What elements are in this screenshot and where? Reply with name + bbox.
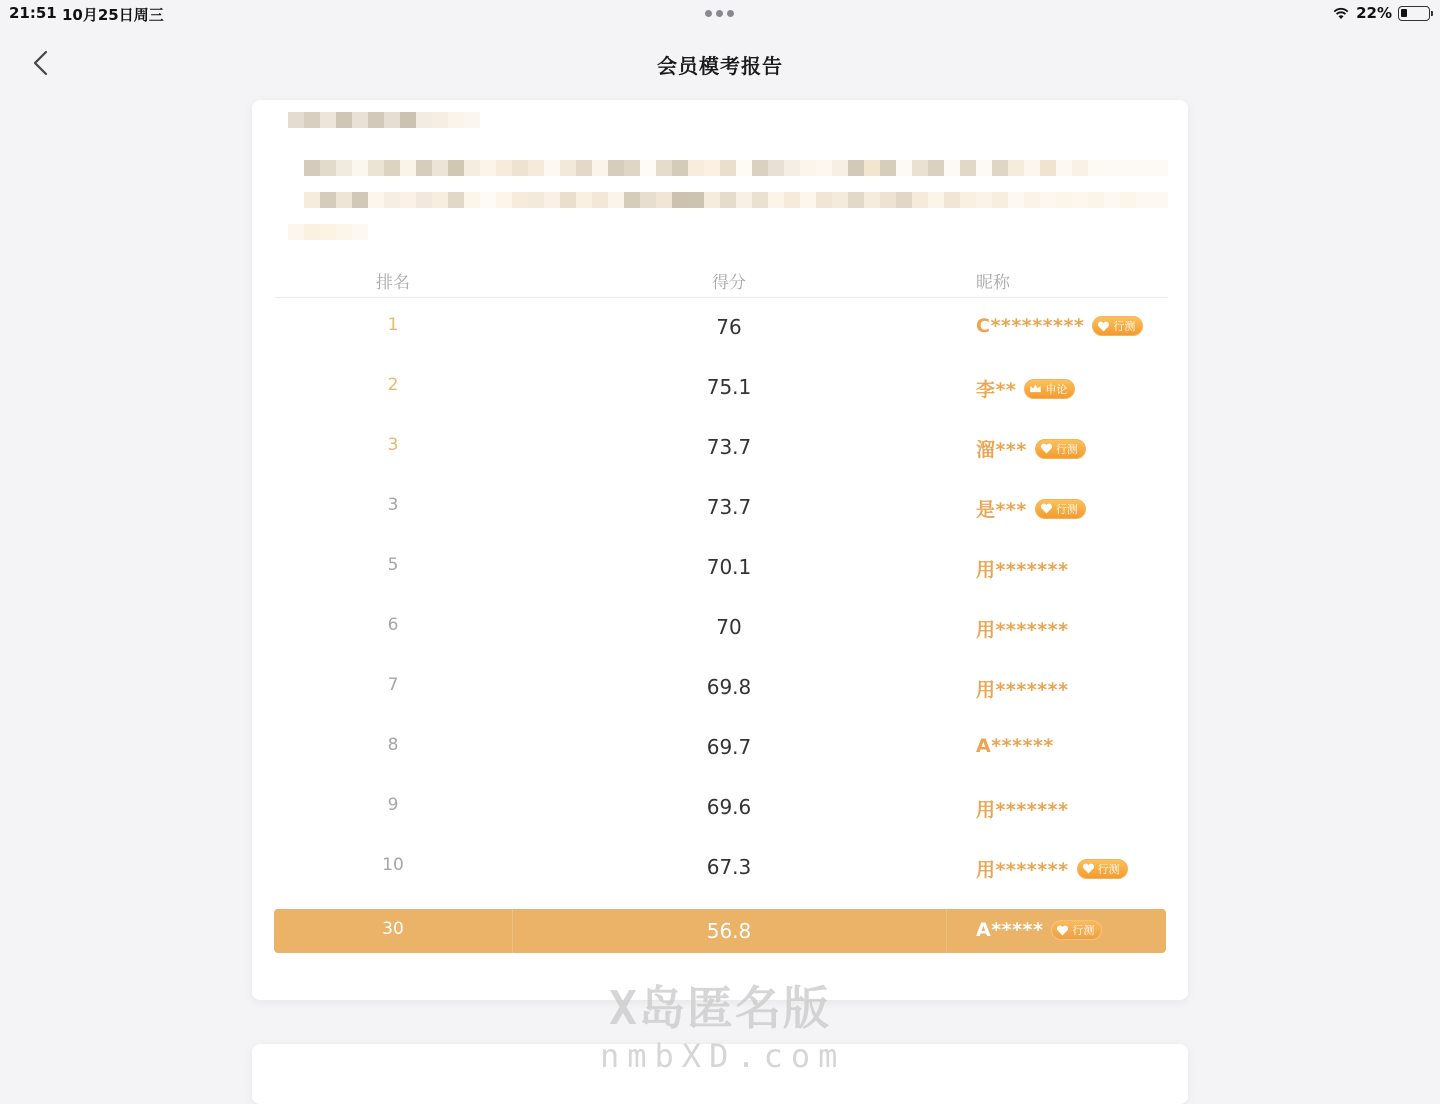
row-rank: 5 [387,555,399,575]
table-row [274,538,1168,598]
row-nickname: 用******* [976,799,1069,821]
row-rank: 7 [387,675,399,695]
my-badge-label: 行测 [1072,924,1095,937]
status-time: 21:51 [9,4,57,22]
header-score: 得分 [712,273,746,293]
row-score: 75.1 [706,375,752,399]
row-nickname-cell [976,495,1196,522]
badge-label: 行测 [1097,862,1120,876]
table-row [274,778,1168,838]
multitasking-dots-icon[interactable] [705,10,734,17]
row-score: 76 [716,315,742,339]
row-rank: 10 [382,855,404,875]
redacted-title [288,112,480,128]
row-nickname: 用******* [976,559,1069,581]
row-rank: 2 [387,375,399,395]
member-badge [1024,379,1075,399]
table-row [274,358,1168,418]
status-bar [0,0,1440,28]
redacted-description-line-1 [304,160,1168,176]
row-rank: 1 [387,315,399,335]
badge-label: 行测 [1055,442,1078,456]
badge-label: 行测 [1055,502,1078,516]
badge-label: 申论 [1045,382,1068,396]
row-nickname: 李** [976,379,1017,401]
table-row [274,598,1168,658]
row-nickname-cell [976,675,1196,702]
watermark-line-1: X岛匿名版 [609,981,831,1035]
redacted-description-line-2 [304,192,1168,208]
row-nickname-cell [976,855,1196,882]
row-nickname-cell [976,315,1196,337]
member-badge [1077,859,1128,879]
heart-icon [1082,863,1095,874]
row-nickname: 溜*** [976,439,1027,461]
crown-icon [1029,383,1042,394]
table-row [274,418,1168,478]
status-date: 10月25日周三 [62,6,164,24]
heart-icon [1040,503,1053,514]
row-nickname: 用******* [976,859,1069,881]
nav-bar [0,36,1440,92]
row-score: 70 [716,615,742,639]
watermark [600,980,846,1076]
table-row [274,718,1168,778]
header-nickname: 昵称 [976,273,1010,293]
status-right [1332,4,1430,22]
row-rank: 3 [387,495,399,515]
my-nickname-cell [976,919,1196,941]
row-nickname: C********* [976,315,1085,337]
heart-icon [1040,443,1053,454]
member-badge [1035,439,1086,459]
watermark-line-2: nmbXD.com [600,1037,846,1075]
row-nickname-cell [976,435,1196,462]
battery-percent: 22% [1356,4,1392,22]
battery-icon [1398,6,1430,21]
row-rank: 8 [387,735,399,755]
row-score: 69.6 [706,795,752,819]
member-badge [1035,499,1086,519]
row-rank: 9 [387,795,399,815]
table-row [274,478,1168,538]
row-score: 67.3 [706,855,752,879]
row-score: 70.1 [706,555,752,579]
row-nickname-cell [976,555,1196,582]
redacted-description-line-3 [288,224,368,240]
row-nickname-cell [976,795,1196,822]
row-nickname-cell [976,375,1196,402]
heart-icon [1097,321,1110,332]
row-nickname-cell [976,615,1196,642]
member-badge [1092,316,1143,336]
table-header [274,262,1168,298]
page-title: 会员模考报告 [657,54,783,78]
heart-icon [1056,925,1069,936]
row-nickname-cell [976,735,1196,757]
row-score: 73.7 [706,495,752,519]
row-nickname: 是*** [976,499,1027,521]
my-rank-row [274,909,1166,953]
row-score: 69.8 [706,675,752,699]
row-score: 73.7 [706,435,752,459]
my-score: 56.8 [706,919,752,943]
wifi-icon [1332,6,1350,20]
badge-label: 行测 [1113,320,1136,333]
row-nickname: 用******* [976,679,1069,701]
row-rank: 3 [387,435,399,455]
row-nickname: A****** [976,735,1054,757]
row-nickname: 用******* [976,619,1069,641]
row-rank: 6 [387,615,399,635]
header-rank: 排名 [376,273,410,293]
my-rank: 30 [382,919,404,939]
table-row [274,658,1168,718]
my-badge [1051,920,1102,940]
table-row [274,298,1168,358]
my-nickname: A***** [976,919,1044,941]
row-score: 69.7 [706,735,752,759]
table-row [274,838,1168,898]
